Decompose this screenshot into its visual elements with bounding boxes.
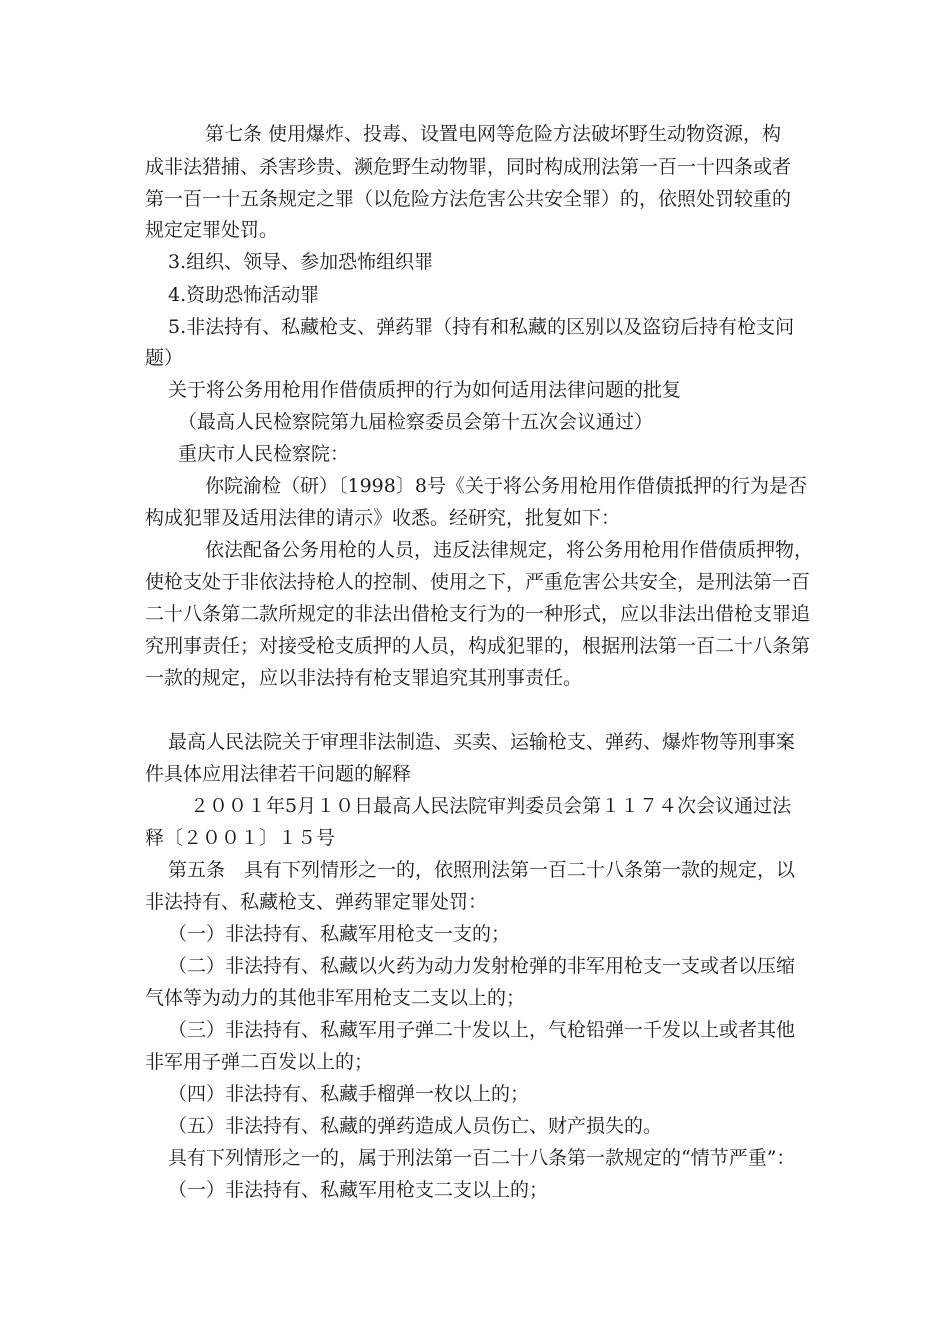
reply-para2-line-3: 二十八条第二款所规定的非法出借枪支行为的一种形式，应以非法出借枪支罪追 — [145, 603, 811, 625]
heading-5-line-2: 题） — [145, 347, 184, 369]
reply-source: （最高人民检察院第九届检察委员会第十五次会议通过） — [178, 411, 654, 433]
article5-line-1: 第五条 具有下列情形之一的，依照刑法第一百二十八条第一款的规定，以 — [168, 859, 796, 881]
article7-line-4: 规定定罪处罚。 — [145, 219, 279, 241]
heading-3: 3.组织、领导、参加恐怖组织罪 — [168, 251, 434, 273]
article7-line-1: 第七条 使用爆炸、投毒、设置电网等危险方法破坏野生动物资源，构 — [205, 123, 782, 145]
reply-para1-line-1: 你院渝检（研）〔1998〕8号《关于将公务用枪用作借债抵押的行为是否 — [205, 475, 807, 497]
reply-addressee: 重庆市人民检察院： — [178, 443, 350, 465]
article5-item-3-line-2: 非军用子弹二百发以上的； — [145, 1051, 374, 1073]
interpretation-title-line-1: 最高人民法院关于审理非法制造、买卖、运输枪支、弹药、爆炸物等刑事案 — [168, 731, 796, 753]
serious-item-1: （一）非法持有、私藏军用枪支二支以上的； — [168, 1179, 549, 1201]
heading-4: 4.资助恐怖活动罪 — [168, 284, 320, 306]
interpretation-title-line-2: 件具体应用法律若干问题的解释 — [145, 763, 412, 785]
reply-para2-line-4: 究刑事责任；对接受枪支质押的人员，构成犯罪的，根据刑法第一百二十八条第 — [145, 635, 811, 657]
interpretation-source-line-1: ２００１年5月１０日最高人民法院审判委员会第１１７４次会议通过法 — [190, 795, 792, 817]
article5-item-4: （四）非法持有、私藏手榴弹一枚以上的； — [168, 1083, 530, 1105]
reply-title: 关于将公务用枪用作借债质押的行为如何适用法律问题的批复 — [168, 379, 682, 401]
heading-5-line-1: 5.非法持有、私藏枪支、弹药罪（持有和私藏的区别以及盗窃后持有枪支问 — [168, 316, 795, 338]
reply-para2-line-5: 一款的规定，应以非法持有枪支罪追究其刑事责任。 — [145, 667, 583, 689]
article5-item-3-line-1: （三）非法持有、私藏军用子弹二十发以上，气枪铅弹一千发以上或者其他 — [168, 1019, 796, 1041]
article7-line-2: 成非法猎捕、杀害珍贵、濒危野生动物罪，同时构成刑法第一百一十四条或者 — [145, 156, 792, 178]
reply-para2-line-2: 使枪支处于非依法持枪人的控制、使用之下，严重危害公共安全，是刑法第一百 — [145, 571, 811, 593]
article5-item-5: （五）非法持有、私藏的弹药造成人员伤亡、财产损失的。 — [168, 1115, 663, 1137]
article5-item-1: （一）非法持有、私藏军用枪支一支的； — [168, 923, 511, 945]
article5-item-2-line-2: 气体等为动力的其他非军用枪支二支以上的； — [145, 987, 526, 1009]
article5-line-2: 非法持有、私藏枪支、弹药罪定罪处罚： — [145, 891, 488, 913]
article5-item-2-line-1: （二）非法持有、私藏以火药为动力发射枪弹的非军用枪支一支或者以压缩 — [168, 955, 796, 977]
reply-para2-line-1: 依法配备公务用枪的人员，违反法律规定，将公务用枪用作借债质押物， — [205, 539, 814, 561]
reply-para1-line-2: 构成犯罪及适用法律的请示》收悉。经研究，批复如下： — [145, 507, 621, 529]
interpretation-source-line-2: 释〔２００１〕１５号 — [145, 827, 336, 849]
article7-line-3: 第一百一十五条规定之罪（以危险方法危害公共安全罪）的，依照处罚较重的 — [145, 188, 792, 210]
serious-circumstances-intro: 具有下列情形之一的，属于刑法第一百二十八条第一款规定的“情节严重”： — [168, 1147, 796, 1169]
